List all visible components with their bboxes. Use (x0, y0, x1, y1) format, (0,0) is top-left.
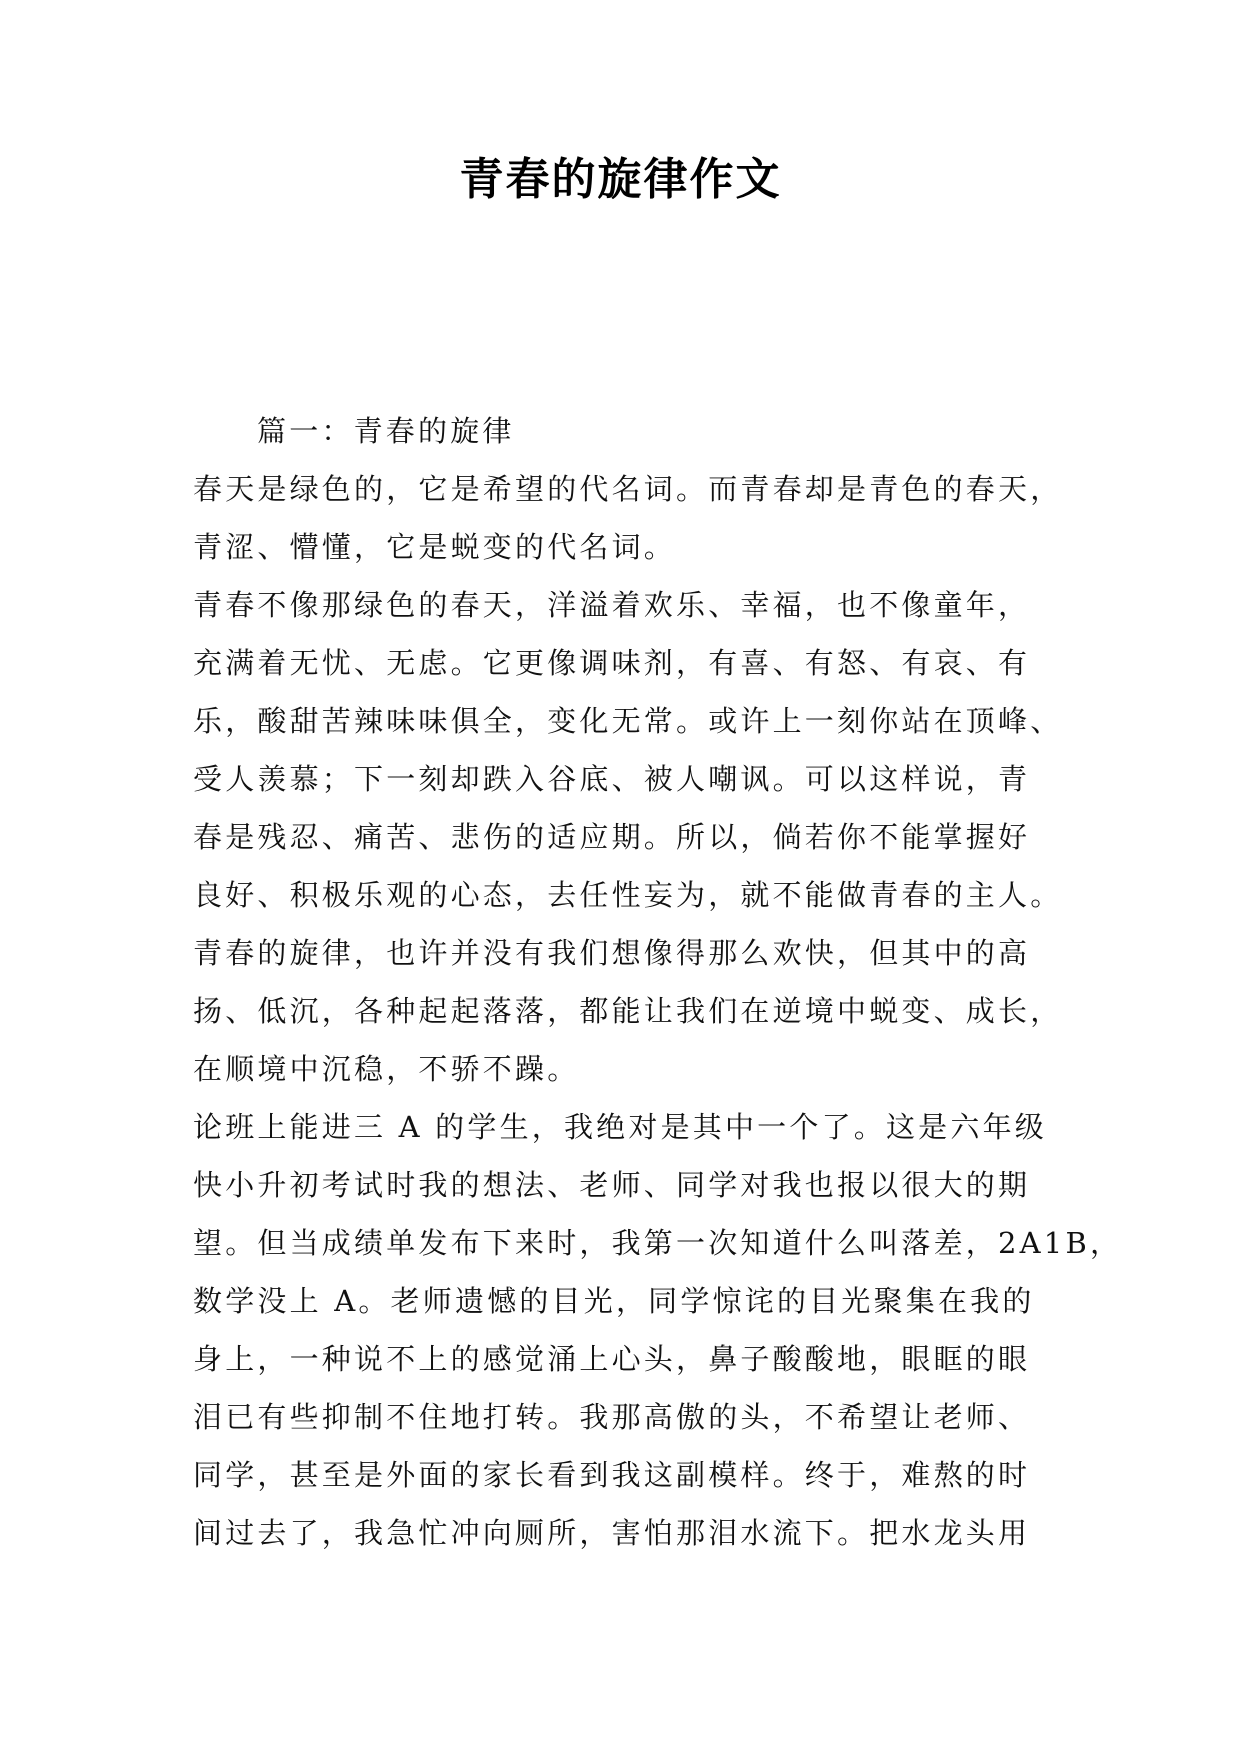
text-line: 良好、积极乐观的心态，去任性妄为，就不能做青春的主人。 (193, 878, 1063, 912)
text-line: 青涩、懵懂，它是蜕变的代名词。 (193, 530, 677, 564)
text-line: 春天是绿色的，它是希望的代名词。而青春却是青色的春天， (193, 472, 1063, 506)
text-line: 春是残忍、痛苦、悲伤的适应期。所以，倘若你不能掌握好 (193, 820, 1031, 854)
text-line: 快小升初考试时我的想法、老师、同学对我也报以很大的期 (193, 1168, 1031, 1202)
text-line: 泪已有些抑制不住地打转。我那高傲的头，不希望让老师、 (193, 1400, 1031, 1434)
text-line: 同学，甚至是外面的家长看到我这副模样。终于，难熬的时 (193, 1458, 1031, 1492)
text-line: 身上，一种说不上的感觉涌上心头，鼻子酸酸地，眼眶的眼 (193, 1342, 1031, 1376)
text-line: 扬、低沉，各种起起落落，都能让我们在逆境中蜕变、成长， (193, 994, 1063, 1028)
text-line: 青春不像那绿色的春天，洋溢着欢乐、幸福，也不像童年， (193, 588, 1031, 622)
article-body (193, 402, 1123, 1562)
text-line: 充满着无忧、无虑。它更像调味剂，有喜、有怒、有哀、有 (193, 646, 1031, 680)
text-line: 望。但当成绩单发布下来时，我第一次知道什么叫落差，2A1B， (193, 1226, 1123, 1260)
section-heading: 篇一：青春的旋律 (257, 414, 515, 448)
text-line: 数学没上 A。老师遗憾的目光，同学惊诧的目光聚集在我的 (193, 1284, 1035, 1318)
text-line: 受人羡慕；下一刻却跌入谷底、被人嘲讽。可以这样说，青 (193, 762, 1031, 796)
text-line: 论班上能进三 A 的学生，我绝对是其中一个了。这是六年级 (193, 1110, 1047, 1144)
text-line: 乐，酸甜苦辣味味俱全，变化无常。或许上一刻你站在顶峰、 (193, 704, 1063, 738)
text-line: 间过去了，我急忙冲向厕所，害怕那泪水流下。把水龙头用 (193, 1516, 1031, 1550)
text-line: 在顺境中沉稳，不骄不躁。 (193, 1052, 580, 1086)
page-title: 青春的旋律作文 (459, 154, 782, 205)
text-line: 青春的旋律，也许并没有我们想像得那么欢快，但其中的高 (193, 936, 1031, 970)
